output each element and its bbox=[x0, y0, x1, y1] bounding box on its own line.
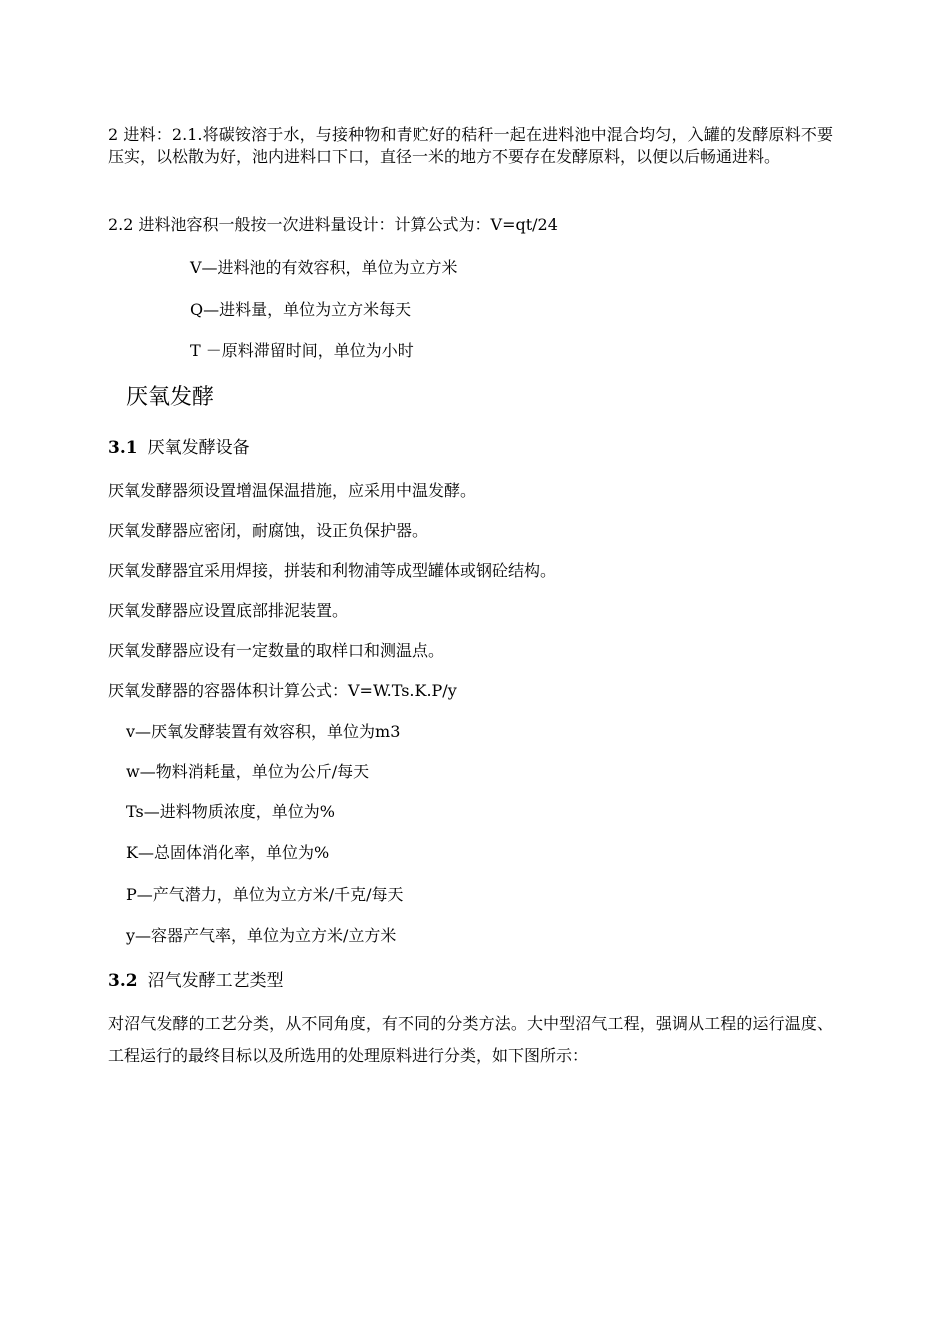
section-heading: 厌氧发酵 bbox=[126, 385, 215, 410]
subsection-number: 3.1 bbox=[108, 438, 138, 458]
formula-definition: P—产气潜力，单位为立方米/千克/每天 bbox=[126, 885, 404, 904]
equipment-line: 厌氧发酵器应密闭，耐腐蚀，设正负保护器。 bbox=[108, 521, 429, 540]
subsection-number: 3.2 bbox=[108, 971, 138, 991]
formula-definition: v—厌氧发酵装置有效容积，单位为m3 bbox=[126, 722, 401, 741]
formula-definition: K—总固体消化率，单位为% bbox=[126, 843, 330, 862]
subsection-heading-3-2 bbox=[108, 969, 284, 993]
formula-line: 厌氧发酵器的容器体积计算公式：V=W.Ts.K.P/y bbox=[108, 681, 457, 700]
formula-definition: y—容器产气率，单位为立方米/立方米 bbox=[126, 926, 397, 945]
equipment-line: 厌氧发酵器须设置增温保温措施，应采用中温发酵。 bbox=[108, 481, 477, 500]
paragraph-3-2: 对沼气发酵的工艺分类，从不同角度，有不同的分类方法。大中型沼气工程，强调从工程的运行温度、工程运行的最终目标以及所选用的处理原料进行分类，如下图所示： bbox=[108, 1014, 833, 1065]
equipment-line: 厌氧发酵器宜采用焊接，拼装和利物浦等成型罐体或钢砼结构。 bbox=[108, 561, 557, 580]
definition-v: V—进料池的有效容积，单位为立方米 bbox=[190, 258, 458, 277]
subsection-title: 沼气发酵工艺类型 bbox=[147, 971, 284, 991]
subsection-heading-3-1 bbox=[108, 436, 250, 460]
subsection-title: 厌氧发酵设备 bbox=[147, 438, 250, 458]
definition-t: T －原料滞留时间，单位为小时 bbox=[190, 341, 414, 360]
paragraph-2-2: 2.2 进料池容积一般按一次进料量设计：计算公式为：V=qt/24 bbox=[108, 215, 558, 234]
equipment-line: 厌氧发酵器应设有一定数量的取样口和测温点。 bbox=[108, 641, 445, 660]
formula-definition: Ts—进料物质浓度，单位为% bbox=[126, 802, 335, 821]
definition-q: Q—进料量，单位为立方米每天 bbox=[190, 300, 412, 319]
paragraph-2-1: 2 进料：2.1.将碳铵溶于水，与接种物和青贮好的秸秆一起在进料池中混合均匀，入罐的发酵原料不要压实，以松散为好，池内进料口下口，直径一米的地方不要存在发酵原料，以便以后畅通进料。 bbox=[108, 125, 833, 166]
equipment-line: 厌氧发酵器应设置底部排泥装置。 bbox=[108, 601, 349, 620]
formula-definition: w—物料消耗量，单位为公斤/每天 bbox=[126, 762, 370, 781]
